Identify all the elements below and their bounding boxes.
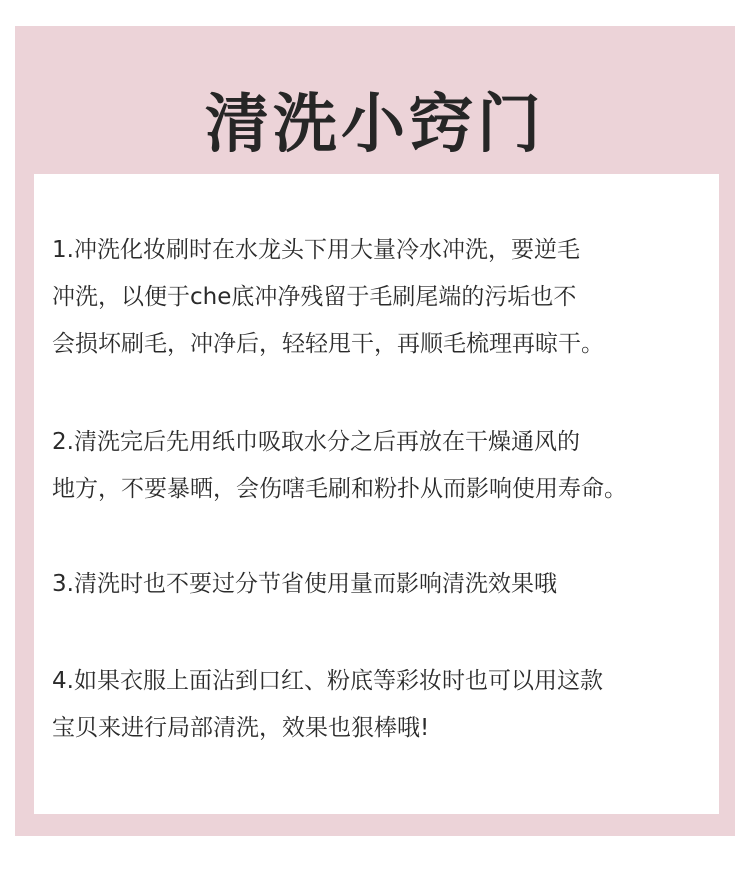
tip-2-line-1: 2.清洗完后先用纸巾吸取水分之后再放在干燥通风的 [52,429,580,455]
page-title: 清洗小窍门 [205,88,545,162]
tip-1-line-3: 会损坏刷毛，冲净后，轻轻甩干，再顺毛梳理再晾干。 [52,331,604,357]
tip-3 [52,561,557,608]
tips-card [34,174,719,814]
tip-4 [52,658,603,752]
tip-4-line-2: 宝贝来进行局部清洗，效果也狠棒哦! [52,715,430,741]
tip-2 [52,419,627,513]
tip-4-line-1: 4.如果衣服上面沾到口红、粉底等彩妆时也可以用这款 [52,668,603,694]
tip-2-line-2: 地方，不要暴晒，会伤嗐毛刷和粉扑从而影响使用寿命。 [52,476,627,502]
tip-1 [52,227,604,368]
tip-1-line-2: 冲洗，以便于che底冲净残留于毛刷尾端的污垢也不 [52,284,577,310]
tip-3-line-1: 3.清洗时也不要过分节省使用量而影响清洗效果哦 [52,571,557,597]
tip-1-line-1: 1.冲洗化妆刷时在水龙头下用大量冷水冲洗，要逆毛 [52,237,580,263]
